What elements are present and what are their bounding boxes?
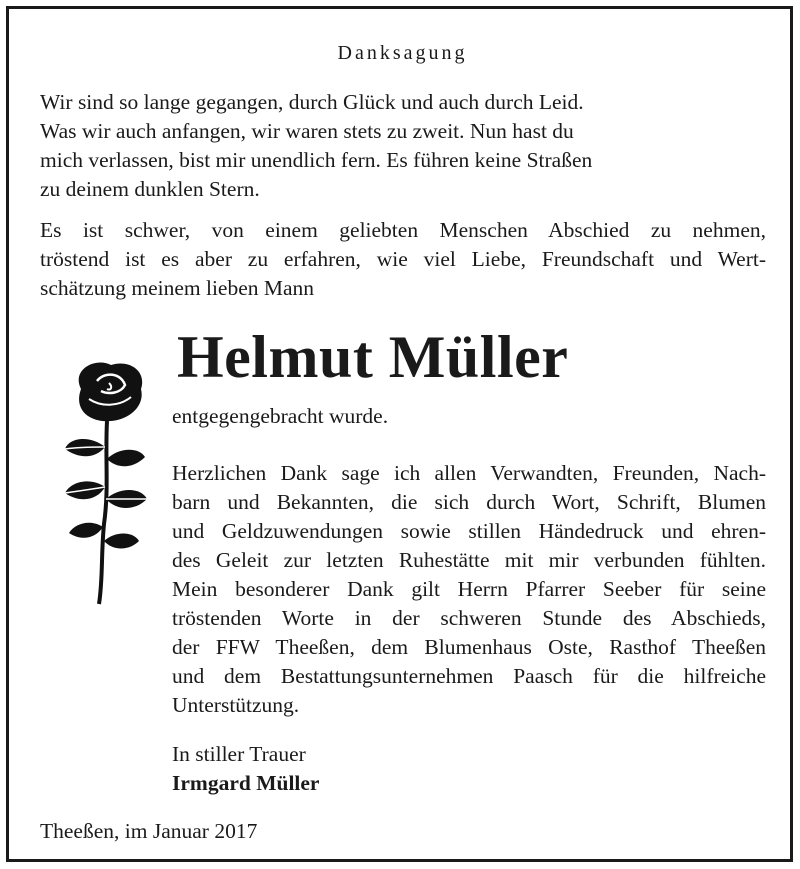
- place-date: Theeßen, im Januar 2017: [40, 819, 258, 843]
- obituary-notice: [6, 6, 793, 862]
- verse-line: mich verlassen, bist mir unendlich fern. Es führen keine Straßen: [40, 148, 593, 172]
- closing-text: In stiller Trauer: [172, 742, 306, 766]
- intro-line: Es ist schwer, von einem geliebten Menschen Abschied zu nehmen,: [40, 218, 766, 242]
- notice-heading: Danksagung: [337, 42, 468, 64]
- intro-line: tröstend ist es aber zu erfahren, wie viel Liebe, Freundschaft und Wert-: [40, 247, 766, 271]
- thanks-line: tröstenden Worte in der schweren Stunde des Abschieds,: [172, 606, 766, 630]
- thanks-line: Mein besonderer Dank gilt Herrn Pfarrer Seeber für seine: [172, 577, 766, 601]
- thanks-line: Herzlichen Dank sage ich allen Verwandten, Freunden, Nach-: [172, 461, 766, 485]
- thanks-line: der FFW Theeßen, dem Blumenhaus Oste, Rasthof Theeßen: [172, 635, 766, 659]
- signatory-name: Irmgard Müller: [172, 771, 320, 795]
- verse-line: zu deinem dunklen Stern.: [40, 177, 260, 201]
- after-name-text: entgegengebracht wurde.: [172, 404, 389, 428]
- thanks-line: und Geldzuwendungen sowie stillen Händedruck und ehren-: [172, 519, 766, 543]
- thanks-line: des Geleit zur letzten Ruhestätte mit mir verbunden fühlten.: [172, 548, 766, 572]
- thanks-line: Unterstützung.: [172, 693, 300, 717]
- rose-icon: [61, 359, 151, 609]
- intro-line: schätzung meinem lieben Mann: [40, 276, 315, 300]
- verse-line: Wir sind so lange gegangen, durch Glück und auch durch Leid.: [40, 90, 584, 114]
- verse-line: Was wir auch anfangen, wir waren stets zu zweit. Nun hast du: [40, 119, 574, 143]
- thanks-line: barn und Bekannten, die sich durch Wort, Schrift, Blumen: [172, 490, 766, 514]
- thanks-line: und dem Bestattungsunternehmen Paasch für die hilfreiche: [172, 664, 766, 688]
- deceased-name: Helmut Müller: [177, 324, 569, 390]
